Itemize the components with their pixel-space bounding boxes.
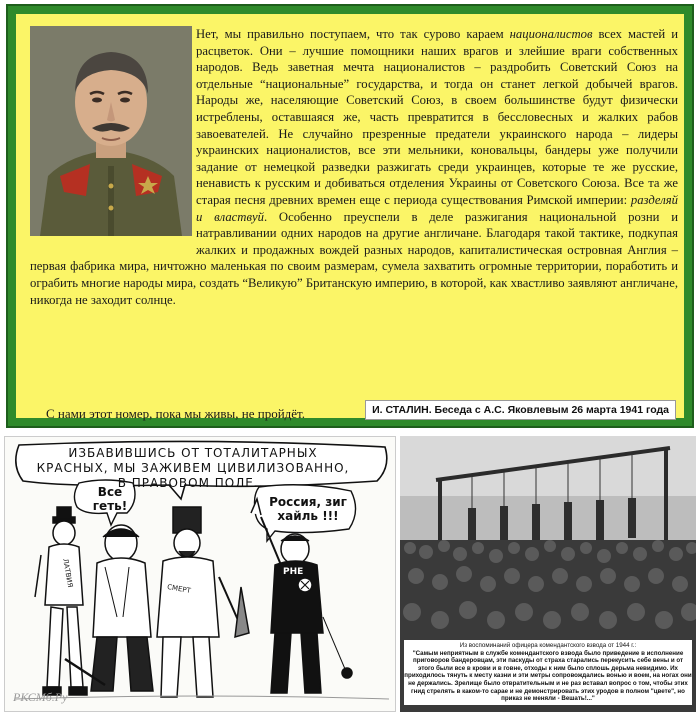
portrait-spacer: [30, 26, 196, 242]
political-cartoon: [4, 436, 396, 712]
stalin-quote-text: [30, 26, 678, 406]
cartoon-label-rne: РНЕ: [283, 567, 304, 577]
quote-italic-2: разделяй и властвуй: [196, 192, 678, 224]
photo-caption: [404, 640, 692, 705]
quote-part-1: Нет, мы правильно поступаем, что так сурово караем: [196, 27, 510, 41]
cartoon-main-speech: ИЗБАВИВШИСЬ ОТ ТОТАЛИТАРНЫХ КРАСНЫХ, МЫ ЗАЖИВЕМ ЦИВИЛИЗОВАННО, В ПРАВОВОМ ПОЛЕ...: [36, 446, 350, 490]
poster-background: [16, 14, 684, 421]
caption-quote: "Самым неприятным в службе комендантского взвода было приведение в исполнение приговоров бандеровцам, эти паскуды от страха старались перекусить себе вены и от этого были все в крови и в говне, отходы к ним было сплошь дерьма невидимо. Их приходилось тянуть к месту казни и эти метры сопровождались вонью и воем, на ногах они не держались. Зрелище было отвратительным и не раз вставал вопрос о том, чтобы этих гнид стрелять в каком-то сарае и не демонстрировать этих уродов в полном "цвете", но приказ не меняли - Вешать!...": [404, 649, 692, 703]
cartoon-label-estonia: СМЕРТ: [166, 582, 192, 596]
watermark: РКСМб.Ру: [13, 690, 68, 704]
quote-closing-line: С нами этот номер, пока мы живы, не пройдёт.: [46, 406, 305, 421]
caption-intro: Из воспоминаний офицера комендантского взвода от 1944 г.:: [459, 642, 637, 649]
quote-part-2: всех мастей и расцветок. Они – лучшие помощники наших врагов и злейшие враги собственных народов. Ведь заветная мечта националистов – раздробить Советский Союз на отдельные “национальные” государства, и тогда он станет легкой добычей врагов. Народы же, населяющие Советский Союз, в своем большинстве будут физически истреблены, оставшаяся же, часть превратится в бессловесных и жалких рабов завоевателей. Не случайно презренные предатели украинского народа – лидеры украинских националистов, все эти мельники, коновальцы, бандеры уже получили задание от немецкой разведки разжигать среди украинцев, которые те же русские, ненависть к русским и добиваться отделения Украины от Советского Союза. Все та же старая песня древних времен еще с периода существования Римской империи:: [196, 27, 678, 207]
cartoon-speech-left: Все геть!: [92, 485, 128, 513]
quote-italic-1: националистов: [509, 27, 593, 41]
stalin-quote-poster: [6, 4, 694, 428]
quote-part-3: . Особенно преуспели в деле разжигания национальной розни и натравливании одних народов на другие англичане. Благодаря такой тактике, подкупая жалких и продажных вождей разных народов, капиталистическая островная Англия – первая фабрика мира, ничтожно маленькая по своим размерам, сумела захватить огромные территории, поработить и ограбить многие народы мира, создать “Великую” Британскую империю, в которой, как хвастливо заявляют англичане, никогда не заходит солнце.: [30, 209, 678, 307]
cartoon-label-latvia: ЛАТВИЯ: [61, 557, 75, 589]
cartoon-speech-right: Россия, зиг хайль !!!: [269, 495, 347, 523]
execution-photo: [400, 436, 696, 712]
quote-source-label: И. СТАЛИН. Беседа с А.С. Яковлевым 26 марта 1941 года: [365, 400, 676, 420]
